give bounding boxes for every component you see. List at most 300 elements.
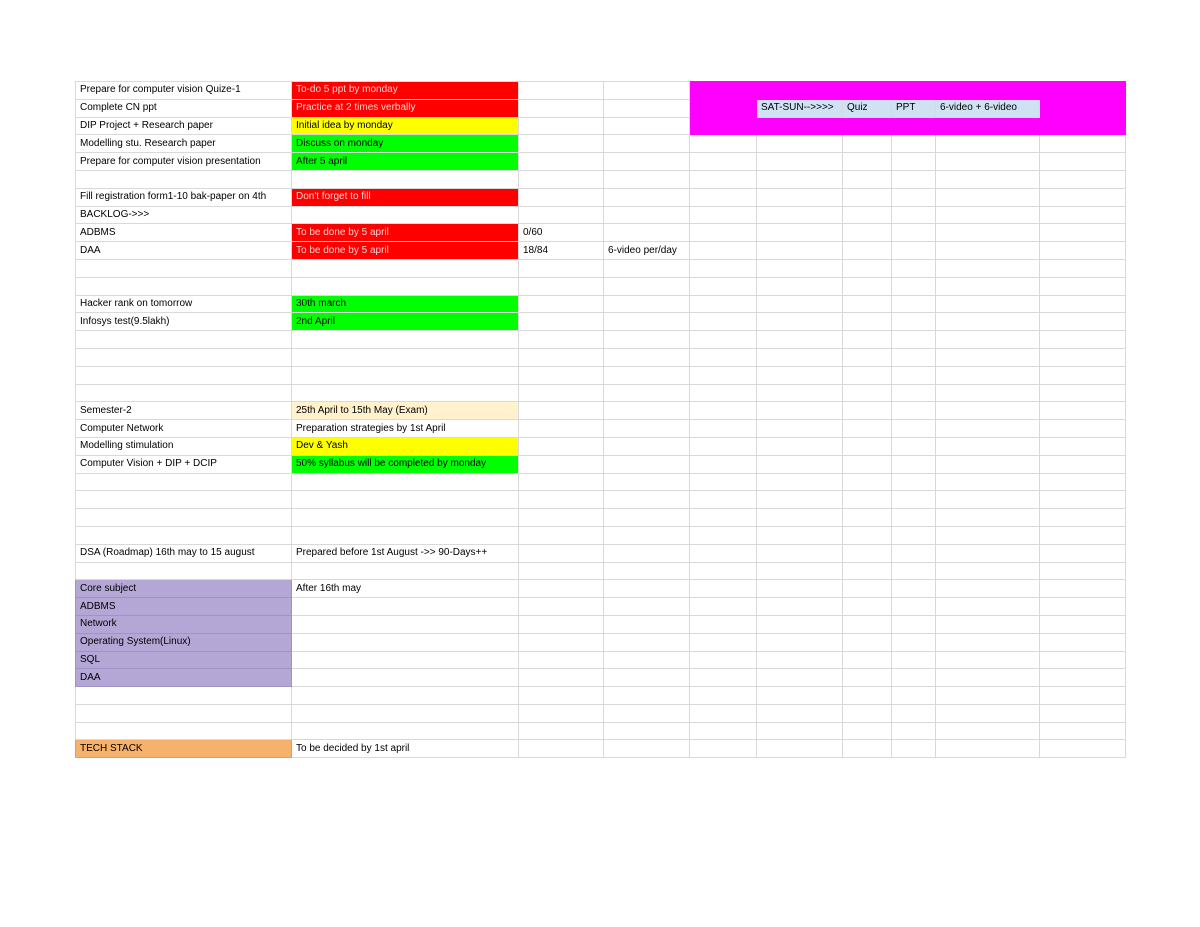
- cell[interactable]: [1040, 437, 1126, 455]
- cell[interactable]: [604, 598, 690, 616]
- cell[interactable]: [690, 384, 757, 402]
- cell[interactable]: [936, 242, 1040, 260]
- cell[interactable]: [1040, 669, 1126, 687]
- cell[interactable]: Computer Network: [76, 420, 292, 438]
- cell[interactable]: [519, 331, 604, 349]
- cell[interactable]: [843, 259, 892, 277]
- cell[interactable]: DAA: [76, 669, 292, 687]
- cell[interactable]: [936, 295, 1040, 313]
- cell[interactable]: To-do 5 ppt by monday: [292, 82, 519, 100]
- cell[interactable]: [604, 135, 690, 153]
- cell[interactable]: DAA: [76, 242, 292, 260]
- cell[interactable]: [892, 384, 936, 402]
- cell[interactable]: [76, 331, 292, 349]
- cell[interactable]: [936, 687, 1040, 705]
- cell[interactable]: [519, 722, 604, 740]
- cell[interactable]: [843, 704, 892, 722]
- cell[interactable]: 6-video + 6-video: [936, 99, 1040, 117]
- cell[interactable]: Dev & Yash: [292, 437, 519, 455]
- cell[interactable]: [843, 491, 892, 509]
- cell[interactable]: [757, 348, 843, 366]
- cell[interactable]: Quiz: [843, 99, 892, 117]
- cell[interactable]: [936, 615, 1040, 633]
- cell[interactable]: [936, 420, 1040, 438]
- cell[interactable]: [892, 135, 936, 153]
- cell[interactable]: [690, 687, 757, 705]
- cell[interactable]: [519, 348, 604, 366]
- cell[interactable]: [519, 99, 604, 117]
- cell[interactable]: [936, 277, 1040, 295]
- cell[interactable]: [690, 740, 757, 758]
- cell[interactable]: [690, 722, 757, 740]
- cell[interactable]: [1040, 740, 1126, 758]
- cell[interactable]: [757, 170, 843, 188]
- cell[interactable]: After 16th may: [292, 580, 519, 598]
- cell[interactable]: [757, 295, 843, 313]
- cell[interactable]: [604, 153, 690, 171]
- cell[interactable]: [892, 473, 936, 491]
- cell[interactable]: [843, 722, 892, 740]
- cell[interactable]: PPT: [892, 99, 936, 117]
- cell[interactable]: [76, 562, 292, 580]
- cell[interactable]: [519, 740, 604, 758]
- cell[interactable]: [892, 420, 936, 438]
- cell[interactable]: [690, 206, 757, 224]
- cell[interactable]: [690, 331, 757, 349]
- cell[interactable]: Don't forget to fill: [292, 188, 519, 206]
- cell[interactable]: [1040, 99, 1126, 117]
- cell[interactable]: [604, 509, 690, 527]
- cell[interactable]: [1040, 455, 1126, 473]
- cell[interactable]: [519, 598, 604, 616]
- cell[interactable]: [519, 580, 604, 598]
- cell[interactable]: [757, 206, 843, 224]
- cell[interactable]: [892, 562, 936, 580]
- cell[interactable]: [1040, 206, 1126, 224]
- cell[interactable]: [757, 669, 843, 687]
- cell[interactable]: [1040, 651, 1126, 669]
- cell[interactable]: [757, 651, 843, 669]
- cell[interactable]: [292, 615, 519, 633]
- cell[interactable]: [757, 722, 843, 740]
- cell[interactable]: [843, 313, 892, 331]
- cell[interactable]: [519, 669, 604, 687]
- cell[interactable]: [292, 633, 519, 651]
- cell[interactable]: [892, 544, 936, 562]
- cell[interactable]: [1040, 704, 1126, 722]
- cell[interactable]: [936, 491, 1040, 509]
- cell[interactable]: [757, 704, 843, 722]
- cell[interactable]: [519, 153, 604, 171]
- cell[interactable]: [76, 704, 292, 722]
- cell[interactable]: [76, 348, 292, 366]
- cell[interactable]: Operating System(Linux): [76, 633, 292, 651]
- cell[interactable]: [292, 170, 519, 188]
- cell[interactable]: [843, 526, 892, 544]
- cell[interactable]: [76, 491, 292, 509]
- cell[interactable]: [892, 153, 936, 171]
- cell[interactable]: [843, 170, 892, 188]
- cell[interactable]: [843, 669, 892, 687]
- cell[interactable]: After 5 april: [292, 153, 519, 171]
- cell[interactable]: Initial idea by monday: [292, 117, 519, 135]
- cell[interactable]: [843, 455, 892, 473]
- cell[interactable]: 0/60: [519, 224, 604, 242]
- cell[interactable]: [843, 420, 892, 438]
- cell[interactable]: [1040, 615, 1126, 633]
- cell[interactable]: [604, 188, 690, 206]
- cell[interactable]: [892, 402, 936, 420]
- cell[interactable]: [757, 437, 843, 455]
- cell[interactable]: [936, 526, 1040, 544]
- cell[interactable]: [604, 224, 690, 242]
- cell[interactable]: [843, 188, 892, 206]
- cell[interactable]: [519, 402, 604, 420]
- cell[interactable]: [843, 615, 892, 633]
- cell[interactable]: [843, 402, 892, 420]
- cell[interactable]: [292, 598, 519, 616]
- cell[interactable]: Hacker rank on tomorrow: [76, 295, 292, 313]
- cell[interactable]: To be done by 5 april: [292, 224, 519, 242]
- cell[interactable]: [757, 544, 843, 562]
- cell[interactable]: [519, 117, 604, 135]
- cell[interactable]: [757, 313, 843, 331]
- cell[interactable]: BACKLOG->>>: [76, 206, 292, 224]
- cell[interactable]: [843, 598, 892, 616]
- cell[interactable]: [690, 402, 757, 420]
- cell[interactable]: [843, 206, 892, 224]
- cell[interactable]: [292, 331, 519, 349]
- cell[interactable]: [936, 704, 1040, 722]
- cell[interactable]: [1040, 295, 1126, 313]
- cell[interactable]: [604, 348, 690, 366]
- cell[interactable]: [604, 313, 690, 331]
- cell[interactable]: [936, 473, 1040, 491]
- cell[interactable]: [604, 170, 690, 188]
- cell[interactable]: [936, 669, 1040, 687]
- cell[interactable]: [690, 704, 757, 722]
- cell[interactable]: [690, 277, 757, 295]
- cell[interactable]: [843, 348, 892, 366]
- cell[interactable]: [1040, 562, 1126, 580]
- cell[interactable]: [604, 580, 690, 598]
- cell[interactable]: [292, 562, 519, 580]
- cell[interactable]: [936, 509, 1040, 527]
- cell[interactable]: [757, 224, 843, 242]
- cell[interactable]: [757, 687, 843, 705]
- cell[interactable]: [690, 242, 757, 260]
- cell[interactable]: [604, 740, 690, 758]
- cell[interactable]: [936, 740, 1040, 758]
- cell[interactable]: [76, 687, 292, 705]
- cell[interactable]: [292, 473, 519, 491]
- cell[interactable]: 25th April to 15th May (Exam): [292, 402, 519, 420]
- cell[interactable]: [843, 687, 892, 705]
- cell[interactable]: [1040, 277, 1126, 295]
- cell[interactable]: [292, 687, 519, 705]
- cell[interactable]: [604, 366, 690, 384]
- cell[interactable]: [757, 117, 843, 135]
- cell[interactable]: [757, 491, 843, 509]
- cell[interactable]: [604, 206, 690, 224]
- cell[interactable]: [292, 704, 519, 722]
- cell[interactable]: [892, 259, 936, 277]
- cell[interactable]: [604, 473, 690, 491]
- cell[interactable]: [1040, 384, 1126, 402]
- cell[interactable]: [690, 437, 757, 455]
- cell[interactable]: [892, 117, 936, 135]
- cell[interactable]: [757, 473, 843, 491]
- cell[interactable]: [519, 633, 604, 651]
- cell[interactable]: Prepared before 1st August ->> 90-Days++: [292, 544, 519, 562]
- cell[interactable]: [604, 99, 690, 117]
- cell[interactable]: Modelling stu. Research paper: [76, 135, 292, 153]
- cell[interactable]: [519, 455, 604, 473]
- cell[interactable]: [1040, 135, 1126, 153]
- cell[interactable]: [757, 740, 843, 758]
- cell[interactable]: [604, 491, 690, 509]
- cell[interactable]: [936, 348, 1040, 366]
- cell[interactable]: [843, 224, 892, 242]
- cell[interactable]: [292, 526, 519, 544]
- cell[interactable]: [936, 224, 1040, 242]
- cell[interactable]: [892, 509, 936, 527]
- cell[interactable]: [1040, 153, 1126, 171]
- cell[interactable]: [843, 366, 892, 384]
- cell[interactable]: [690, 99, 757, 117]
- cell[interactable]: [843, 544, 892, 562]
- cell[interactable]: [892, 722, 936, 740]
- cell[interactable]: [1040, 526, 1126, 544]
- cell[interactable]: [604, 704, 690, 722]
- cell[interactable]: [1040, 509, 1126, 527]
- cell[interactable]: [690, 224, 757, 242]
- cell[interactable]: [936, 722, 1040, 740]
- cell[interactable]: [1040, 491, 1126, 509]
- cell[interactable]: [1040, 170, 1126, 188]
- cell[interactable]: [892, 580, 936, 598]
- cell[interactable]: [892, 331, 936, 349]
- cell[interactable]: [519, 82, 604, 100]
- cell[interactable]: [519, 366, 604, 384]
- cell[interactable]: Practice at 2 times verbally: [292, 99, 519, 117]
- cell[interactable]: [604, 420, 690, 438]
- cell[interactable]: To be decided by 1st april: [292, 740, 519, 758]
- cell[interactable]: [292, 259, 519, 277]
- cell[interactable]: [604, 615, 690, 633]
- cell[interactable]: [843, 242, 892, 260]
- cell[interactable]: [892, 633, 936, 651]
- cell[interactable]: [1040, 313, 1126, 331]
- cell[interactable]: [1040, 420, 1126, 438]
- cell[interactable]: [843, 135, 892, 153]
- cell[interactable]: [519, 188, 604, 206]
- cell[interactable]: [519, 437, 604, 455]
- cell[interactable]: [690, 669, 757, 687]
- cell[interactable]: [1040, 259, 1126, 277]
- cell[interactable]: [519, 206, 604, 224]
- cell[interactable]: [936, 633, 1040, 651]
- cell[interactable]: [757, 135, 843, 153]
- cell[interactable]: [892, 437, 936, 455]
- cell[interactable]: [76, 366, 292, 384]
- cell[interactable]: [690, 473, 757, 491]
- cell[interactable]: [892, 206, 936, 224]
- cell[interactable]: [604, 526, 690, 544]
- cell[interactable]: [936, 206, 1040, 224]
- cell[interactable]: [1040, 348, 1126, 366]
- cell[interactable]: [757, 615, 843, 633]
- cell[interactable]: [519, 295, 604, 313]
- cell[interactable]: [690, 455, 757, 473]
- cell[interactable]: [936, 402, 1040, 420]
- cell[interactable]: [690, 170, 757, 188]
- cell[interactable]: [843, 740, 892, 758]
- cell[interactable]: [892, 526, 936, 544]
- cell[interactable]: [757, 242, 843, 260]
- cell[interactable]: [519, 651, 604, 669]
- cell[interactable]: [76, 170, 292, 188]
- cell[interactable]: [604, 437, 690, 455]
- cell[interactable]: [690, 526, 757, 544]
- cell[interactable]: [604, 402, 690, 420]
- cell[interactable]: [757, 82, 843, 100]
- cell[interactable]: 30th march: [292, 295, 519, 313]
- cell[interactable]: Infosys test(9.5lakh): [76, 313, 292, 331]
- cell[interactable]: [892, 170, 936, 188]
- cell[interactable]: 2nd April: [292, 313, 519, 331]
- cell[interactable]: [1040, 544, 1126, 562]
- cell[interactable]: [757, 509, 843, 527]
- cell[interactable]: [1040, 224, 1126, 242]
- cell[interactable]: [843, 509, 892, 527]
- cell[interactable]: [892, 651, 936, 669]
- cell[interactable]: [892, 188, 936, 206]
- cell[interactable]: [519, 277, 604, 295]
- cell[interactable]: [1040, 473, 1126, 491]
- cell[interactable]: [892, 704, 936, 722]
- cell[interactable]: ADBMS: [76, 224, 292, 242]
- cell[interactable]: [1040, 117, 1126, 135]
- cell[interactable]: [604, 544, 690, 562]
- cell[interactable]: [292, 384, 519, 402]
- cell[interactable]: [843, 295, 892, 313]
- cell[interactable]: [690, 562, 757, 580]
- cell[interactable]: [76, 526, 292, 544]
- cell[interactable]: [757, 455, 843, 473]
- cell[interactable]: [843, 277, 892, 295]
- cell[interactable]: SAT-SUN-->>>>: [757, 99, 843, 117]
- cell[interactable]: [843, 82, 892, 100]
- cell[interactable]: Modelling stimulation: [76, 437, 292, 455]
- cell[interactable]: [757, 277, 843, 295]
- cell[interactable]: [690, 651, 757, 669]
- cell[interactable]: [892, 224, 936, 242]
- cell[interactable]: [292, 206, 519, 224]
- cell[interactable]: [757, 633, 843, 651]
- cell[interactable]: Discuss on monday: [292, 135, 519, 153]
- cell[interactable]: [690, 117, 757, 135]
- cell[interactable]: [604, 384, 690, 402]
- cell[interactable]: [690, 188, 757, 206]
- cell[interactable]: Computer Vision + DIP + DCIP: [76, 455, 292, 473]
- cell[interactable]: [892, 687, 936, 705]
- cell[interactable]: [690, 82, 757, 100]
- cell[interactable]: Semester-2: [76, 402, 292, 420]
- cell[interactable]: [690, 259, 757, 277]
- cell[interactable]: [76, 259, 292, 277]
- cell[interactable]: [76, 384, 292, 402]
- cell[interactable]: [604, 295, 690, 313]
- cell[interactable]: [292, 651, 519, 669]
- cell[interactable]: [892, 348, 936, 366]
- cell[interactable]: DSA (Roadmap) 16th may to 15 august: [76, 544, 292, 562]
- cell[interactable]: [1040, 633, 1126, 651]
- cell[interactable]: [519, 509, 604, 527]
- cell[interactable]: [892, 313, 936, 331]
- cell[interactable]: 50% syllabus will be completed by monday: [292, 455, 519, 473]
- cell[interactable]: [892, 242, 936, 260]
- cell[interactable]: [892, 491, 936, 509]
- cell[interactable]: [936, 366, 1040, 384]
- cell[interactable]: [936, 580, 1040, 598]
- cell[interactable]: [936, 437, 1040, 455]
- cell[interactable]: [892, 366, 936, 384]
- cell[interactable]: [892, 295, 936, 313]
- cell[interactable]: [843, 473, 892, 491]
- cell[interactable]: [76, 277, 292, 295]
- cell[interactable]: [519, 526, 604, 544]
- cell[interactable]: [936, 188, 1040, 206]
- cell[interactable]: [76, 509, 292, 527]
- cell[interactable]: [519, 687, 604, 705]
- cell[interactable]: [519, 384, 604, 402]
- cell[interactable]: [936, 117, 1040, 135]
- cell[interactable]: [604, 687, 690, 705]
- cell[interactable]: [519, 135, 604, 153]
- cell[interactable]: [690, 615, 757, 633]
- cell[interactable]: [690, 366, 757, 384]
- cell[interactable]: [76, 473, 292, 491]
- cell[interactable]: [604, 277, 690, 295]
- cell[interactable]: [757, 366, 843, 384]
- cell[interactable]: [1040, 331, 1126, 349]
- cell[interactable]: [892, 277, 936, 295]
- cell[interactable]: [757, 562, 843, 580]
- cell[interactable]: [1040, 366, 1126, 384]
- cell[interactable]: Network: [76, 615, 292, 633]
- cell[interactable]: 18/84: [519, 242, 604, 260]
- cell[interactable]: [604, 455, 690, 473]
- cell[interactable]: [519, 259, 604, 277]
- cell[interactable]: [936, 170, 1040, 188]
- cell[interactable]: [292, 669, 519, 687]
- cell[interactable]: [936, 153, 1040, 171]
- cell[interactable]: [690, 420, 757, 438]
- cell[interactable]: [892, 740, 936, 758]
- cell[interactable]: [843, 633, 892, 651]
- cell[interactable]: [757, 384, 843, 402]
- cell[interactable]: [892, 615, 936, 633]
- cell[interactable]: TECH STACK: [76, 740, 292, 758]
- cell[interactable]: [604, 259, 690, 277]
- cell[interactable]: [936, 313, 1040, 331]
- cell[interactable]: [1040, 687, 1126, 705]
- cell[interactable]: [843, 562, 892, 580]
- cell[interactable]: [519, 491, 604, 509]
- cell[interactable]: [690, 633, 757, 651]
- cell[interactable]: Complete CN ppt: [76, 99, 292, 117]
